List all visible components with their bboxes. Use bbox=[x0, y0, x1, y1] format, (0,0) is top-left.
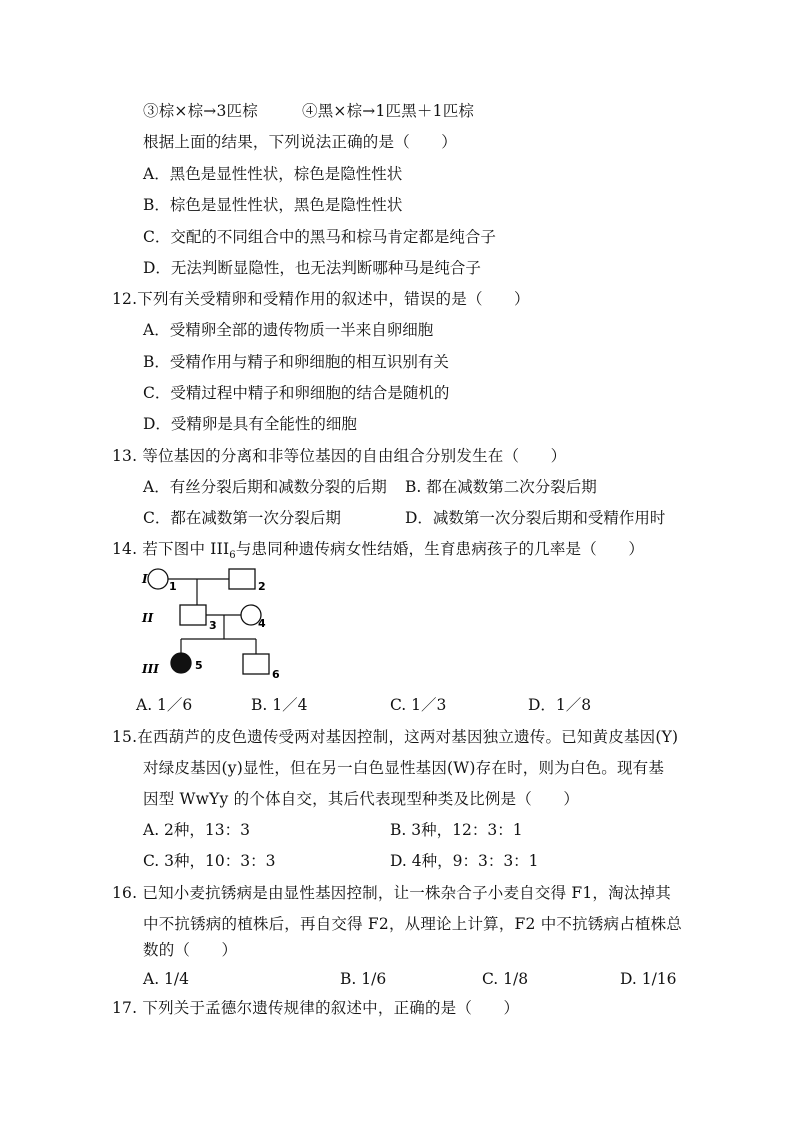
q11-cross-3: ③棕×棕→3匹棕 bbox=[143, 102, 258, 120]
q15-line-3: 因型 WwYy 的个体自交，其后代表现型种类及比例是（ ） bbox=[143, 790, 580, 808]
q17-stem: 17. 下列关于孟德尔遗传规律的叙述中，正确的是（ ） bbox=[112, 999, 520, 1017]
q11-stem: 根据上面的结果，下列说法正确的是（ ） bbox=[143, 133, 458, 151]
q12-option-d: D．受精卵是具有全能性的细胞 bbox=[143, 415, 357, 433]
gen-label-ii: II bbox=[142, 611, 154, 625]
q13-stem: 13. 等位基因的分离和非等位基因的自由组合分别发生在（ ） bbox=[112, 447, 567, 465]
individual-3-label: 3 bbox=[209, 619, 217, 632]
q12-option-a: A．受精卵全部的遗传物质一半来自卵细胞 bbox=[143, 321, 434, 339]
q14-option-a: A. 1／6 bbox=[136, 696, 193, 714]
q14-option-b: B. 1／4 bbox=[251, 696, 308, 714]
q11-option-a: A．黑色是显性性状，棕色是隐性性状 bbox=[143, 165, 403, 183]
q15-option-b: B. 3种，12：3：1 bbox=[390, 821, 523, 839]
q14-option-c: C. 1／3 bbox=[390, 696, 447, 714]
q16-option-d: D. 1/16 bbox=[620, 970, 677, 988]
pedigree-diagram bbox=[140, 561, 290, 683]
q16-line-3: 数的（ ） bbox=[143, 941, 238, 959]
q11-option-d: D．无法判断显隐性，也无法判断哪种马是纯合子 bbox=[143, 259, 481, 277]
q13-option-c: C．都在减数第一次分裂后期 bbox=[143, 509, 341, 527]
q12-option-b: B．受精作用与精子和卵细胞的相互识别有关 bbox=[143, 353, 449, 371]
q12-option-c: C．受精过程中精子和卵细胞的结合是随机的 bbox=[143, 384, 450, 402]
q16-option-a: A. 1/4 bbox=[143, 970, 189, 988]
individual-1-female bbox=[148, 569, 168, 589]
q16-option-b: B. 1/6 bbox=[340, 970, 387, 988]
q13-option-d: D．减数第一次分裂后期和受精作用时 bbox=[405, 509, 666, 527]
gen-label-i: I bbox=[142, 572, 148, 586]
q16-line-1: 16. 已知小麦抗锈病是由显性基因控制，让一株杂合子小麦自交得 F1，淘汰掉其 bbox=[112, 884, 671, 902]
q16-line-2: 中不抗锈病的植株后，再自交得 F2，从理论上计算，F2 中不抗锈病占植株总 bbox=[143, 915, 682, 933]
q15-option-c: C. 3种，10：3：3 bbox=[143, 852, 276, 870]
q11-cross-4: ④黑×棕→1匹黑＋1匹棕 bbox=[302, 102, 475, 120]
q11-option-c: C．交配的不同组合中的黑马和棕马肯定都是纯合子 bbox=[143, 228, 496, 246]
q12-stem: 12.下列有关受精卵和受精作用的叙述中，错误的是（ ） bbox=[112, 290, 530, 308]
individual-1-label: 1 bbox=[169, 580, 177, 593]
individual-6-male bbox=[243, 654, 269, 674]
q15-line-2: 对绿皮基因(y)显性，但在另一白色显性基因(W)存在时，则为白色。现有基 bbox=[143, 759, 665, 777]
individual-5-label: 5 bbox=[195, 659, 203, 672]
individual-2-male bbox=[229, 569, 255, 589]
q14-stem: 14. 若下图中 $III_6$与患同种遗传病女性结婚，生育患病孩子的几率是（ ） bbox=[112, 540, 645, 562]
individual-2-label: 2 bbox=[258, 580, 266, 593]
q15-option-a: A. 2种，13：3 bbox=[143, 821, 250, 839]
gen-label-iii: III bbox=[142, 662, 159, 676]
q15-line-1: 15.在西葫芦的皮色遗传受两对基因控制，这两对基因独立遗传。已知黄皮基因(Y) bbox=[112, 728, 679, 746]
individual-3-male bbox=[180, 605, 206, 625]
individual-5-affected-female bbox=[171, 653, 191, 673]
q13-option-b: B. 都在减数第二次分裂后期 bbox=[405, 478, 597, 496]
q13-option-a: A．有丝分裂后期和减数分裂的后期 bbox=[143, 478, 387, 496]
q14-option-d: D．1／8 bbox=[528, 696, 592, 714]
individual-6-label: 6 bbox=[272, 668, 280, 681]
q11-option-b: B．棕色是显性性状，黑色是隐性性状 bbox=[143, 196, 403, 214]
q15-option-d: D. 4种，9：3：3：1 bbox=[390, 852, 539, 870]
q16-option-c: C. 1/8 bbox=[482, 970, 529, 988]
individual-4-label: 4 bbox=[258, 617, 266, 630]
